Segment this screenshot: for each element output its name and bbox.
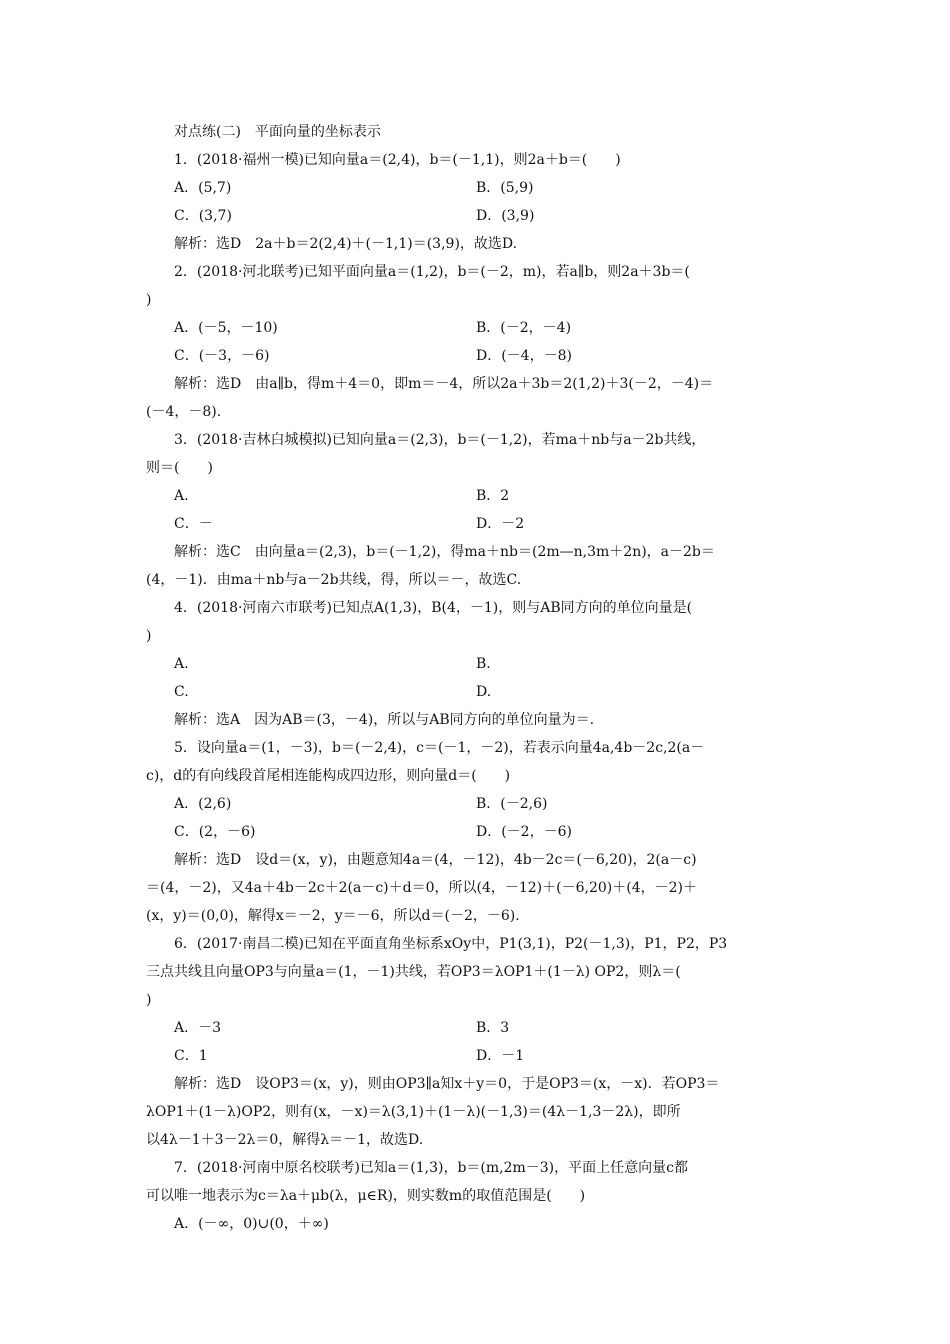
- option-c: C.: [174, 684, 189, 700]
- question-1-options-row-2: [146, 202, 810, 230]
- question-6-solution-line-2: λOP1＋(1－λ)OP2，则有(x，－x)＝λ(3,1)＋(1－λ)(－1,3)＝(4λ－1,3－2λ)，即所: [146, 1104, 681, 1120]
- option-d: D．(－2，－6): [476, 824, 572, 840]
- question-5-options-row-1: [146, 790, 810, 818]
- question-6-stem-line-3: ): [146, 992, 152, 1008]
- option-b: B．(5,9): [476, 180, 534, 196]
- question-5-stem-line-2: c)，d的有向线段首尾相连能构成四边形，则向量d＝( ): [146, 768, 511, 784]
- option-c: C．1: [174, 1048, 208, 1064]
- question-1: [146, 146, 810, 258]
- question-6: [146, 930, 810, 1154]
- question-4-stem-line-2: ): [146, 628, 152, 644]
- question-4-options-row-1: [146, 650, 810, 678]
- section-title: 对点练(二) 平面向量的坐标表示: [174, 124, 381, 140]
- question-2-solution-line-2: (－4，－8).: [146, 404, 222, 420]
- question-1-options-row-1: [146, 174, 810, 202]
- option-a: A．(2,6): [174, 796, 232, 812]
- question-5-stem-line-1: 5．设向量a＝(1，－3)，b＝(－2,4)，c＝(－1，－2)，若表示向量4a,4b－2c,2(a－: [174, 740, 705, 756]
- question-3-solution-line-2: (4，－1)．由ma＋nb与a－2b共线，得，所以＝－，故选C.: [146, 572, 522, 588]
- question-5-options-row-2: [146, 818, 810, 846]
- option-a: A．(－5，－10): [174, 320, 278, 336]
- question-5-solution-line-3: (x，y)＝(0,0)，解得x＝－2，y＝－6，所以d＝(－2，－6).: [146, 908, 520, 924]
- question-6-options-row-2: [146, 1042, 810, 1070]
- question-6-options-row-1: [146, 1014, 810, 1042]
- option-b: B.: [476, 656, 491, 672]
- question-7-stem-line-1: 7．(2018·河南中原名校联考)已知a＝(1,3)，b＝(m,2m－3)，平面上任意向量c都: [174, 1160, 688, 1176]
- question-2-stem-line-2: ): [146, 292, 152, 308]
- option-a: A．(－∞，0)∪(0，＋∞): [174, 1216, 329, 1232]
- question-7-options-row-1: [146, 1210, 810, 1238]
- option-a: A.: [174, 656, 189, 672]
- question-5-solution-line-1: 解析：选D 设d＝(x，y)，由题意知4a＝(4，－12)，4b－2c＝(－6,20)，2(a－c): [174, 852, 697, 868]
- question-7: [146, 1154, 810, 1238]
- option-d: D.: [476, 684, 492, 700]
- question-6-stem-line-1: 6．(2017·南昌二模)已知在平面直角坐标系xOy中，P1(3,1)，P2(－1,3)，P1，P2，P3: [174, 936, 728, 952]
- option-d: D．－1: [476, 1048, 525, 1064]
- question-5-solution-line-2: ＝(4，－2)，又4a＋4b－2c＋2(a－c)＋d＝0，所以(4，－12)＋(－6,20)＋(4，－2)＋: [146, 880, 697, 896]
- question-3-solution-line-1: 解析：选C 由向量a＝(2,3)，b＝(－1,2)，得ma＋nb＝(2m—n,3m＋2n)，a－2b＝: [174, 544, 715, 560]
- question-3-options-row-2: [146, 510, 810, 538]
- question-3-options-row-1: [146, 482, 810, 510]
- question-4: [146, 594, 810, 734]
- option-c: C．(3,7): [174, 208, 232, 224]
- option-d: D．(－4，－8): [476, 348, 572, 364]
- question-6-solution-line-3: 以4λ－1＋3－2λ＝0，解得λ＝－1，故选D.: [146, 1132, 424, 1148]
- option-c: C．(－3，－6): [174, 348, 270, 364]
- question-4-solution: 解析：选A 因为AB＝(3，－4)，所以与AB同方向的单位向量为＝.: [174, 712, 595, 728]
- question-2: [146, 258, 810, 426]
- question-1-solution: 解析：选D 2a＋b＝2(2,4)＋(－1,1)＝(3,9)，故选D.: [174, 236, 518, 252]
- question-2-options-row-2: [146, 342, 810, 370]
- option-d: D．－2: [476, 516, 525, 532]
- question-1-stem: 1．(2018·福州一模)已知向量a＝(2,4)，b＝(－1,1)，则2a＋b＝( ): [174, 152, 621, 168]
- question-7-stem-line-2: 可以唯一地表示为c＝λa＋μb(λ，μ∈R)，则实数m的取值范围是( ): [146, 1188, 586, 1204]
- question-5: [146, 734, 810, 930]
- option-c: C．－: [174, 516, 213, 532]
- question-2-solution-line-1: 解析：选D 由a∥b，得m＋4＝0，即m＝－4，所以2a＋3b＝2(1,2)＋3(－2，－4)＝: [174, 376, 714, 392]
- question-3-stem-line-1: 3．(2018·吉林白城模拟)已知向量a＝(2,3)，b＝(－1,2)，若ma＋nb与a－2b共线，: [174, 432, 706, 448]
- option-a: A．－3: [174, 1020, 222, 1036]
- option-a: A.: [174, 488, 189, 504]
- question-3-stem-line-2: 则＝( ): [146, 460, 213, 476]
- question-6-stem-line-2: 三点共线且向量OP3与向量a＝(1，－1)共线，若OP3＝λOP1＋(1－λ) OP2，则λ＝(: [146, 964, 681, 980]
- question-6-solution-line-1: 解析：选D 设OP3＝(x，y)，则由OP3∥a知x＋y＝0，于是OP3＝(x，－x)．若OP3＝: [174, 1076, 720, 1092]
- option-a: A．(5,7): [174, 180, 232, 196]
- question-3: [146, 426, 810, 594]
- option-c: C．(2，－6): [174, 824, 256, 840]
- option-b: B．3: [476, 1020, 510, 1036]
- option-d: D．(3,9): [476, 208, 535, 224]
- question-4-stem-line-1: 4．(2018·河南六市联考)已知点A(1,3)，B(4，－1)，则与AB同方向的单位向量是(: [174, 600, 693, 616]
- question-2-options-row-1: [146, 314, 810, 342]
- question-4-options-row-2: [146, 678, 810, 706]
- document-page: [146, 118, 810, 1238]
- option-b: B．(－2,6): [476, 796, 548, 812]
- question-2-stem-line-1: 2．(2018·河北联考)已知平面向量a＝(1,2)，b＝(－2，m)，若a∥b，则2a＋3b＝(: [174, 264, 690, 280]
- option-b: B．2: [476, 488, 510, 504]
- option-b: B．(－2，－4): [476, 320, 572, 336]
